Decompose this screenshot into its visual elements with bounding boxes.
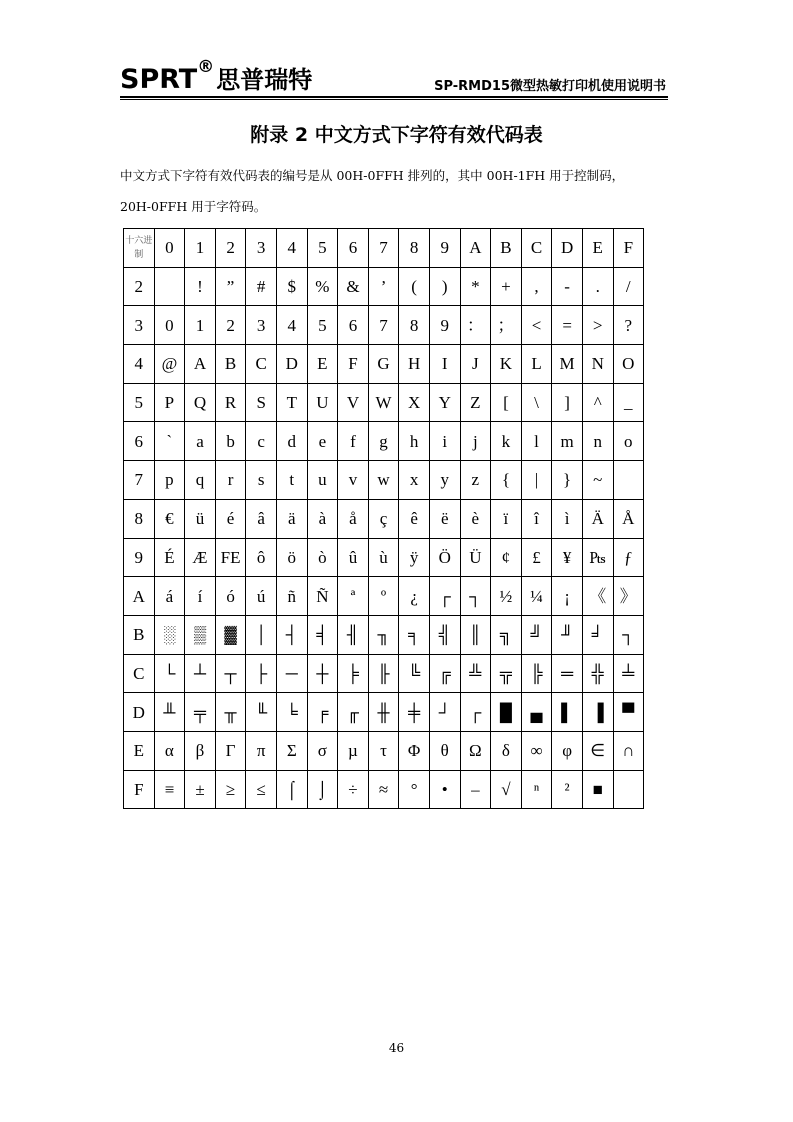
code-cell: û <box>338 538 369 577</box>
code-cell: é <box>215 499 246 538</box>
code-cell: 6 <box>338 306 369 345</box>
code-cell: [ <box>491 383 522 422</box>
code-cell: f <box>338 422 369 461</box>
code-cell: ╨ <box>154 693 185 732</box>
code-cell: Æ <box>185 538 216 577</box>
code-cell: ² <box>552 770 583 809</box>
code-cell: ╔ <box>429 654 460 693</box>
table-row <box>124 654 644 693</box>
code-cell: ∞ <box>521 731 552 770</box>
code-cell: E <box>307 345 338 384</box>
code-cell: å <box>338 499 369 538</box>
row-header: 8 <box>124 499 155 538</box>
code-cell: Γ <box>215 731 246 770</box>
code-cell: ` <box>154 422 185 461</box>
row-header: A <box>124 577 155 616</box>
row-header: 4 <box>124 345 155 384</box>
column-header: 0 <box>154 229 185 268</box>
code-cell: ½ <box>491 577 522 616</box>
row-header: 7 <box>124 461 155 500</box>
code-cell: % <box>307 267 338 306</box>
code-cell: ö <box>276 538 307 577</box>
code-cell: ┌ <box>429 577 460 616</box>
code-cell: ┴ <box>185 654 216 693</box>
code-cell: ( <box>399 267 430 306</box>
code-cell: ┌ <box>460 693 491 732</box>
brand-name: SPRT <box>120 64 198 95</box>
code-cell: ¡ <box>552 577 583 616</box>
code-cell: µ <box>338 731 369 770</box>
code-cell: ó <box>215 577 246 616</box>
code-cell: ╛ <box>582 615 613 654</box>
code-cell: è <box>460 499 491 538</box>
code-cell: í <box>185 577 216 616</box>
intro-paragraph <box>120 160 668 222</box>
code-cell: 》 <box>613 577 644 616</box>
code-cell: Ü <box>460 538 491 577</box>
code-cell: - <box>552 267 583 306</box>
code-cell: ╥ <box>215 693 246 732</box>
code-cell: ▄ <box>521 693 552 732</box>
row-header: F <box>124 770 155 809</box>
code-cell: d <box>276 422 307 461</box>
code-cell: ╫ <box>368 693 399 732</box>
code-cell: a <box>185 422 216 461</box>
code-cell: ₧ <box>582 538 613 577</box>
code-cell: ¢ <box>491 538 522 577</box>
code-cell: ╤ <box>185 693 216 732</box>
code-cell: O <box>613 345 644 384</box>
code-cell: ▀ <box>613 693 644 732</box>
code-cell: â <box>246 499 277 538</box>
code-cell: P <box>154 383 185 422</box>
code-cell: Ä <box>582 499 613 538</box>
table-row <box>124 538 644 577</box>
column-header: 2 <box>215 229 246 268</box>
column-header: 3 <box>246 229 277 268</box>
table-row <box>124 499 644 538</box>
code-cell: ° <box>399 770 430 809</box>
code-cell: K <box>491 345 522 384</box>
code-cell: ë <box>429 499 460 538</box>
code-cell: ! <box>185 267 216 306</box>
code-cell: n <box>582 422 613 461</box>
code-cell: F <box>338 345 369 384</box>
code-cell: ╡ <box>307 615 338 654</box>
table-row <box>124 731 644 770</box>
code-cell: ╟ <box>368 654 399 693</box>
code-cell: ≡ <box>154 770 185 809</box>
code-cell: ╣ <box>429 615 460 654</box>
code-cell: ┘ <box>429 693 460 732</box>
code-cell: ╕ <box>399 615 430 654</box>
code-cell: ê <box>399 499 430 538</box>
code-cell: s <box>246 461 277 500</box>
code-cell: ╓ <box>338 693 369 732</box>
code-cell: ∈ <box>582 731 613 770</box>
code-cell: ╠ <box>521 654 552 693</box>
table-row <box>124 770 644 809</box>
code-cell: Σ <box>276 731 307 770</box>
code-cell: ┐ <box>613 615 644 654</box>
code-cell: v <box>338 461 369 500</box>
code-cell: _ <box>613 383 644 422</box>
code-cell: ╒ <box>307 693 338 732</box>
code-cell: $ <box>276 267 307 306</box>
code-cell: q <box>185 461 216 500</box>
code-cell: # <box>246 267 277 306</box>
code-cell: π <box>246 731 277 770</box>
code-cell: T <box>276 383 307 422</box>
code-cell: ì <box>552 499 583 538</box>
code-cell: ├ <box>246 654 277 693</box>
code-cell: m <box>552 422 583 461</box>
code-cell: 《 <box>582 577 613 616</box>
code-cell: τ <box>368 731 399 770</box>
code-cell: √ <box>491 770 522 809</box>
code-cell: ┤ <box>276 615 307 654</box>
code-cell: ╢ <box>338 615 369 654</box>
code-cell: y <box>429 461 460 500</box>
code-cell: Φ <box>399 731 430 770</box>
code-cell: 8 <box>399 306 430 345</box>
code-cell: c <box>246 422 277 461</box>
code-cell: Q <box>185 383 216 422</box>
code-cell: N <box>582 345 613 384</box>
intro-line-2: 20H-0FFH 用于字符码。 <box>120 199 267 214</box>
code-cell: b <box>215 422 246 461</box>
code-cell: Ω <box>460 731 491 770</box>
column-header: 6 <box>338 229 369 268</box>
code-cell: ╩ <box>460 654 491 693</box>
code-cell: ╚ <box>399 654 430 693</box>
row-header: 5 <box>124 383 155 422</box>
code-cell: ’ <box>368 267 399 306</box>
code-cell: 7 <box>368 306 399 345</box>
code-cell: │ <box>246 615 277 654</box>
code-cell <box>154 267 185 306</box>
code-cell: x <box>399 461 430 500</box>
code-cell: ▓ <box>215 615 246 654</box>
code-cell: G <box>368 345 399 384</box>
code-cell: ╞ <box>338 654 369 693</box>
column-header: C <box>521 229 552 268</box>
code-cell: ： <box>460 306 491 345</box>
code-cell: / <box>613 267 644 306</box>
code-cell: } <box>552 461 583 500</box>
code-cell: t <box>276 461 307 500</box>
code-cell: ~ <box>582 461 613 500</box>
code-cell: ║ <box>460 615 491 654</box>
code-cell: { <box>491 461 522 500</box>
code-cell: º <box>368 577 399 616</box>
intro-line-1: 中文方式下字符有效代码表的编号是从 00H-0FFH 排列的，其中 00H-1FH 用于控制码， <box>120 168 625 183</box>
code-cell: p <box>154 461 185 500</box>
code-cell: ¿ <box>399 577 430 616</box>
code-cell: ┬ <box>215 654 246 693</box>
code-cell: ▌ <box>552 693 583 732</box>
code-cell <box>613 770 644 809</box>
code-cell: ╬ <box>582 654 613 693</box>
code-cell: ╙ <box>246 693 277 732</box>
code-cell: 4 <box>276 306 307 345</box>
code-cell: Z <box>460 383 491 422</box>
table-row <box>124 693 644 732</box>
code-cell: ª <box>338 577 369 616</box>
character-code-table <box>123 228 644 809</box>
code-cell <box>613 461 644 500</box>
code-cell: l <box>521 422 552 461</box>
table-row <box>124 267 644 306</box>
code-cell: ╪ <box>399 693 430 732</box>
code-cell: ─ <box>276 654 307 693</box>
column-header: D <box>552 229 583 268</box>
table-row <box>124 422 644 461</box>
code-cell: É <box>154 538 185 577</box>
code-cell: ñ <box>276 577 307 616</box>
code-cell: = <box>552 306 583 345</box>
row-header: 9 <box>124 538 155 577</box>
code-cell: δ <box>491 731 522 770</box>
table-row <box>124 615 644 654</box>
code-cell: I <box>429 345 460 384</box>
code-cell: ╗ <box>491 615 522 654</box>
code-cell: ä <box>276 499 307 538</box>
code-cell: á <box>154 577 185 616</box>
brand-name-cn: 思普瑞特 <box>216 66 313 94</box>
code-cell: e <box>307 422 338 461</box>
column-header: E <box>582 229 613 268</box>
brand-logo <box>120 57 313 95</box>
table-corner-label: 十六进制 <box>124 229 155 268</box>
code-cell: ■ <box>582 770 613 809</box>
code-cell: ü <box>185 499 216 538</box>
column-header: 4 <box>276 229 307 268</box>
code-cell: ò <box>307 538 338 577</box>
code-cell: 1 <box>185 306 216 345</box>
code-cell: > <box>582 306 613 345</box>
code-cell: • <box>429 770 460 809</box>
table-row <box>124 461 644 500</box>
code-cell: ░ <box>154 615 185 654</box>
code-cell: H <box>399 345 430 384</box>
document-title: SP-RMD15微型热敏打印机使用说明书 <box>434 79 666 94</box>
code-cell: – <box>460 770 491 809</box>
page-number: 46 <box>388 1041 405 1055</box>
code-cell: FE <box>215 538 246 577</box>
code-cell: A <box>185 345 216 384</box>
table-row <box>124 306 644 345</box>
code-cell: φ <box>552 731 583 770</box>
code-cell: ═ <box>552 654 583 693</box>
column-header: B <box>491 229 522 268</box>
code-cell: 9 <box>429 306 460 345</box>
code-cell: V <box>338 383 369 422</box>
column-header: 5 <box>307 229 338 268</box>
code-cell: ï <box>491 499 522 538</box>
code-cell: ▐ <box>582 693 613 732</box>
code-cell: ” <box>215 267 246 306</box>
row-header: 2 <box>124 267 155 306</box>
code-cell: ⌡ <box>307 770 338 809</box>
code-cell: ] <box>552 383 583 422</box>
code-cell: ? <box>613 306 644 345</box>
row-header: D <box>124 693 155 732</box>
code-cell: ┼ <box>307 654 338 693</box>
table-body <box>124 267 644 809</box>
registered-mark: ® <box>197 57 215 77</box>
code-cell: h <box>399 422 430 461</box>
row-header: E <box>124 731 155 770</box>
code-cell: ^ <box>582 383 613 422</box>
code-cell: r <box>215 461 246 500</box>
code-cell: ¥ <box>552 538 583 577</box>
code-cell: D <box>276 345 307 384</box>
row-header: 3 <box>124 306 155 345</box>
code-cell: M <box>552 345 583 384</box>
column-header: 8 <box>399 229 430 268</box>
code-cell: ù <box>368 538 399 577</box>
code-cell: R <box>215 383 246 422</box>
column-header: F <box>613 229 644 268</box>
code-cell: ≤ <box>246 770 277 809</box>
code-cell: β <box>185 731 216 770</box>
header-divider-thin <box>120 99 668 100</box>
code-cell: g <box>368 422 399 461</box>
code-cell: @ <box>154 345 185 384</box>
code-cell: ÷ <box>338 770 369 809</box>
code-cell: ╝ <box>521 615 552 654</box>
code-cell: C <box>246 345 277 384</box>
code-cell: X <box>399 383 430 422</box>
code-cell: █ <box>491 693 522 732</box>
table-row <box>124 383 644 422</box>
code-cell: \ <box>521 383 552 422</box>
code-cell: ▒ <box>185 615 216 654</box>
code-cell: Ñ <box>307 577 338 616</box>
code-cell: θ <box>429 731 460 770</box>
code-cell: ± <box>185 770 216 809</box>
code-cell: ╖ <box>368 615 399 654</box>
code-cell: & <box>338 267 369 306</box>
code-cell: 5 <box>307 306 338 345</box>
table-row <box>124 345 644 384</box>
code-cell: . <box>582 267 613 306</box>
code-cell: î <box>521 499 552 538</box>
code-cell: ╧ <box>613 654 644 693</box>
code-cell: ╦ <box>491 654 522 693</box>
code-cell: Å <box>613 499 644 538</box>
row-header: 6 <box>124 422 155 461</box>
code-cell: J <box>460 345 491 384</box>
code-cell: k <box>491 422 522 461</box>
code-cell: ≈ <box>368 770 399 809</box>
column-header: 9 <box>429 229 460 268</box>
table-row <box>124 577 644 616</box>
code-cell: └ <box>154 654 185 693</box>
code-cell: ç <box>368 499 399 538</box>
code-cell: € <box>154 499 185 538</box>
code-cell: ； <box>491 306 522 345</box>
page-header <box>120 58 668 96</box>
code-cell: £ <box>521 538 552 577</box>
section-title: 附录 2 中文方式下字符有效代码表 <box>250 124 543 146</box>
code-cell: i <box>429 422 460 461</box>
code-cell: | <box>521 461 552 500</box>
code-cell: à <box>307 499 338 538</box>
code-cell: L <box>521 345 552 384</box>
code-cell: z <box>460 461 491 500</box>
code-cell: u <box>307 461 338 500</box>
code-cell: < <box>521 306 552 345</box>
code-cell: ∩ <box>613 731 644 770</box>
code-cell: * <box>460 267 491 306</box>
code-cell: ┐ <box>460 577 491 616</box>
column-header: A <box>460 229 491 268</box>
code-cell: Y <box>429 383 460 422</box>
code-cell: + <box>491 267 522 306</box>
code-cell: ¼ <box>521 577 552 616</box>
column-header: 1 <box>185 229 216 268</box>
code-cell: α <box>154 731 185 770</box>
code-cell: , <box>521 267 552 306</box>
code-cell: ô <box>246 538 277 577</box>
code-cell: ú <box>246 577 277 616</box>
code-cell: W <box>368 383 399 422</box>
column-header: 7 <box>368 229 399 268</box>
code-cell: j <box>460 422 491 461</box>
code-cell: 0 <box>154 306 185 345</box>
code-cell: ╜ <box>552 615 583 654</box>
code-cell: ) <box>429 267 460 306</box>
code-cell: S <box>246 383 277 422</box>
code-cell: ≥ <box>215 770 246 809</box>
row-header: B <box>124 615 155 654</box>
code-cell: ⁿ <box>521 770 552 809</box>
code-cell: U <box>307 383 338 422</box>
header-divider <box>120 96 668 98</box>
code-cell: w <box>368 461 399 500</box>
row-header: C <box>124 654 155 693</box>
code-cell: Ö <box>429 538 460 577</box>
column-header-row <box>124 229 644 268</box>
code-cell: o <box>613 422 644 461</box>
code-cell: B <box>215 345 246 384</box>
code-cell: 3 <box>246 306 277 345</box>
code-cell: ╘ <box>276 693 307 732</box>
code-cell: 2 <box>215 306 246 345</box>
code-cell: ÿ <box>399 538 430 577</box>
code-cell: σ <box>307 731 338 770</box>
code-cell: ƒ <box>613 538 644 577</box>
code-cell: ⌠ <box>276 770 307 809</box>
